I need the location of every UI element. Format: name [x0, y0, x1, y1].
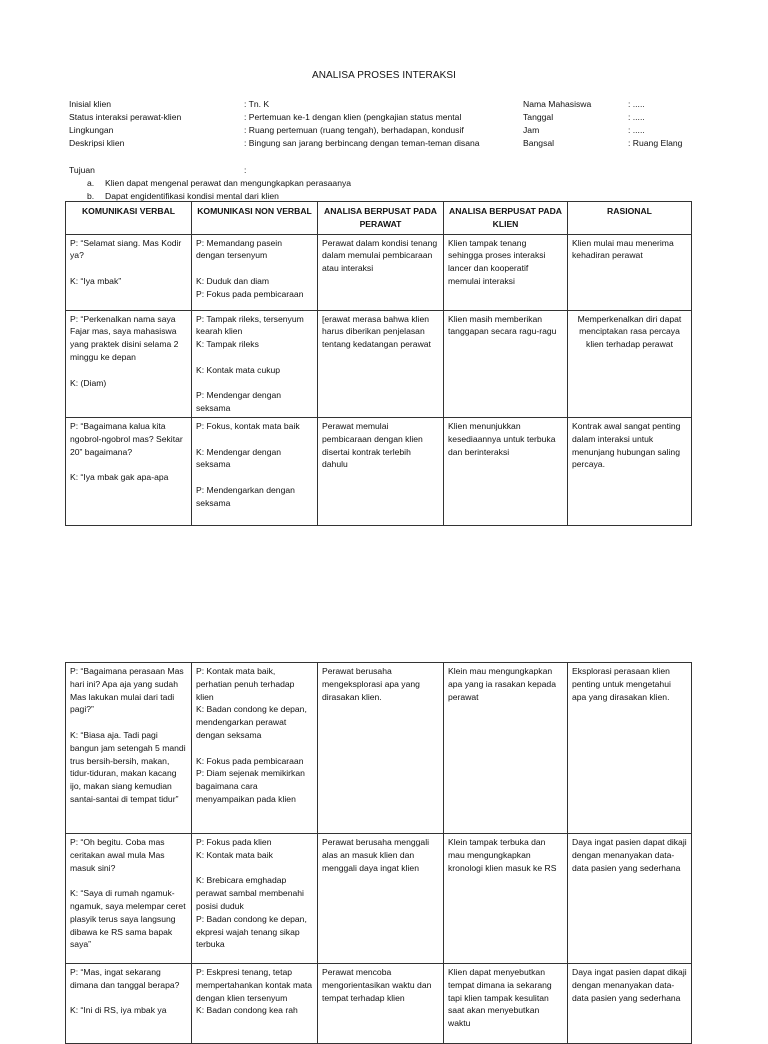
tujuan-colon: :: [244, 165, 247, 175]
cell-komunikasi-verbal: [66, 417, 192, 525]
cell-text: K: Fokus pada pembicaraan: [196, 755, 304, 766]
cell-komunikasi-non-verbal: [192, 310, 318, 417]
cell-text: K: Kontak mata cukup: [196, 364, 281, 375]
cell-text: P: Memandang pasein dengan tersenyum: [196, 237, 282, 261]
cell-spacer: [70, 992, 187, 1005]
cell-text: K: Brebicara emghadap perawat sambal membenahi posisi duduk: [196, 875, 304, 911]
cell-analisa-klien: [444, 310, 568, 417]
cell-text: P: “Bagaimana perasaan Mas hari ini? Apa aja yang sudah Mas lakukan mulai dari tadi pagi?”: [70, 666, 184, 715]
cell-analisa-klien: [444, 417, 568, 525]
cell-text: Kontrak awal sangat penting dalam interaksi untuk menunjang hubungan saling percaya.: [572, 420, 681, 470]
cell-text: Perawat berusaha menggali alas an masuk klien dan menggali daya ingat klien: [322, 837, 430, 873]
cell-text: P: Mendengar dengan seksama: [196, 390, 282, 414]
cell-spacer: [196, 862, 313, 875]
interaction-table-page-1: [65, 201, 692, 526]
cell-text: K: Tampak rileks: [196, 339, 259, 350]
info-label: Jam: [523, 125, 540, 135]
cell-text: P: “Oh begitu. Coba mas ceritakan awal mula Mas masuk sini?: [70, 837, 165, 873]
info-values-left: [244, 98, 520, 150]
cell-text: P: “Selamat siang. Mas Kodir ya?: [70, 237, 182, 261]
cell-text: K: “Saya di rumah ngamuk-ngamuk, saya melempar ceret plasyik terus saya langsung dibawa ke RS sama bapak saya”: [70, 888, 186, 950]
goal-item: [87, 177, 351, 190]
cell-text: Memperkenalkan diri dapat menciptakan rasa percaya klien terhadap perawat: [577, 313, 682, 350]
info-value: : Ruang pertemuan (ruang tengah), berhadapan, kondusif: [244, 125, 464, 135]
cell-analisa-klien: [444, 964, 568, 1044]
cell-text: K: Mendengar dengan seksama: [196, 446, 282, 470]
info-values-right: [628, 98, 738, 150]
document-title: ANALISA PROSES INTERAKSI: [311, 70, 457, 81]
cell-text: Perawat memulai pembicaraan dengan klien disertai kontrak terlebih dahulu: [322, 420, 423, 470]
cell-text: P: Tampak rileks, tersenyum kearah klien: [196, 313, 304, 337]
table-row: [66, 663, 692, 834]
cell-text: P: Badan condong ke depan, ekpresi wajah tenang sikap terbuka: [196, 913, 307, 950]
cell-komunikasi-verbal: [66, 964, 192, 1044]
cell-analisa-klien: [444, 663, 568, 834]
cell-analisa-perawat: [318, 310, 444, 417]
cell-analisa-klien: [444, 834, 568, 964]
cell-text: K: “Ini di RS, iya mbak ya: [70, 1005, 167, 1016]
goal-text: Dapat engidentifikasi kondisi mental dari klien: [105, 190, 279, 201]
cell-analisa-perawat: [318, 834, 444, 964]
table-row: [66, 234, 692, 310]
cell-text: Klien tampak tenang sehingga proses interaksi lancer dan kooperatif memulai interaksi: [448, 237, 546, 286]
info-labels-right: [523, 98, 627, 150]
cell-rasional: [568, 234, 692, 310]
cell-text: [erawat merasa bahwa klien harus diberikan penjelasan tentang kedatangan perawat: [322, 313, 431, 350]
cell-analisa-perawat: [318, 417, 444, 525]
cell-text: Daya ingat pasien dapat dikaji dengan menanyakan data-data pasien yang sederhana: [572, 837, 687, 873]
info-label: Tanggal: [523, 112, 554, 122]
cell-spacer: [196, 262, 313, 275]
table-body: [66, 663, 692, 1044]
cell-rasional: [568, 663, 692, 834]
cell-komunikasi-non-verbal: [192, 234, 318, 310]
goal-marker: a.: [87, 178, 95, 188]
cell-spacer: [70, 874, 187, 887]
goal-marker: b.: [87, 190, 95, 201]
cell-komunikasi-non-verbal: [192, 417, 318, 525]
info-value: : .....: [628, 99, 645, 109]
cell-text: K: “Iya mbak”: [70, 275, 122, 286]
cell-text: P: Mendengarkan dengan seksama: [196, 484, 295, 508]
info-label: Bangsal: [523, 138, 555, 148]
cell-komunikasi-non-verbal: [192, 964, 318, 1044]
cell-text: K: (Diam): [70, 377, 107, 388]
header-komunikasi-verbal: KOMUNIKASI VERBAL: [66, 202, 192, 235]
table-row: [66, 310, 692, 417]
header-analisa-perawat: ANALISA BERPUSAT PADA PERAWAT: [318, 202, 444, 235]
table-row: [66, 964, 692, 1044]
header-komunikasi-non-verbal: KOMUNIKASI NON VERBAL: [192, 202, 318, 235]
cell-komunikasi-verbal: [66, 310, 192, 417]
cell-text: Klien mulai mau menerima kehadiran perawat: [572, 237, 674, 261]
cell-spacer: [196, 433, 313, 446]
cell-text: K: Kontak mata baik: [196, 849, 273, 860]
cell-spacer: [196, 351, 313, 364]
cell-komunikasi-verbal: [66, 834, 192, 964]
cell-analisa-perawat: [318, 964, 444, 1044]
cell-rasional: [568, 834, 692, 964]
cell-spacer: [196, 377, 313, 390]
cell-rasional: [568, 310, 692, 417]
cell-text: K: Duduk dan diam: [196, 275, 270, 286]
goal-text: Klien dapat mengenal perawat dan mengungkapkan perasaanya: [105, 178, 352, 188]
cell-text: P: Kontak mata baik, perhatian penuh terhadap klien: [196, 666, 295, 702]
cell-text: Perawat dalam kondisi tenang dalam memulai pembicaraan atau interaksi: [322, 237, 438, 274]
cell-text: Klein mau mengungkapkan apa yang ia rasakan kepada perawat: [448, 666, 556, 702]
cell-rasional: [568, 417, 692, 525]
cell-text: Eksplorasi perasaan klien penting untuk mengetahui apa yang dirasakan klien.: [572, 666, 671, 702]
info-value: : Tn. K: [244, 99, 270, 109]
cell-text: P: “Mas, ingat sekarang dimana dan tanggal berapa?: [70, 967, 180, 990]
cell-komunikasi-verbal: [66, 234, 192, 310]
cell-spacer: [70, 458, 187, 471]
info-labels-left: [69, 98, 241, 150]
cell-analisa-perawat: [318, 663, 444, 834]
cell-text: Klien dapat menyebutkan tempat dimana ia sekarang tapi klien tampak kesulitan saat akan menyebutkan waktu: [448, 967, 552, 1029]
cell-analisa-klien: [444, 234, 568, 310]
tujuan-label: Tujuan: [69, 165, 95, 175]
cell-spacer: [196, 471, 313, 484]
goal-list: [87, 177, 351, 202]
info-label: Lingkungan: [69, 125, 114, 135]
header-analisa-klien: ANALISA BERPUSAT PADA KLIEN: [444, 202, 568, 235]
table-body: [66, 234, 692, 525]
table-header-row: [66, 202, 692, 235]
cell-text: P: Eskpresi tenang, tetap mempertahankan kontak mata dengan klien tersenyum: [196, 967, 313, 1003]
info-label: Inisial klien: [69, 99, 112, 109]
interaction-table-page-2: [65, 662, 692, 1044]
info-value: : Bingung san jarang berbincang dengan teman-teman disana: [244, 138, 480, 148]
cell-text: Perawat berusaha mengeksplorasi apa yang dirasakan klien.: [322, 666, 420, 702]
cell-text: K: “Biasa aja. Tadi pagi bangun jam setengah 5 mandi trus bersih-bersih, makan, tidur-tiduran, makan kacang ijo, makan siang kemudian santai-santai di tempat tidur”: [70, 729, 186, 804]
table-row: [66, 834, 692, 964]
cell-spacer: [70, 716, 187, 729]
info-value: : .....: [628, 125, 645, 135]
table-row: [66, 417, 692, 525]
cell-spacer: [196, 742, 313, 755]
cell-komunikasi-non-verbal: [192, 834, 318, 964]
cell-text: Klein tampak terbuka dan mau mengungkapkan kronologi klien masuk ke RS: [448, 837, 557, 873]
header-rasional: RASIONAL: [568, 202, 692, 235]
cell-text: P: “Perkenalkan nama saya Fajar mas, saya mahasiswa yang praktek disini selama 2 minggu ke depan: [70, 313, 179, 362]
cell-text: K: Badan condong kea rah: [196, 1005, 298, 1016]
cell-text: Perawat mencoba mengorientasikan waktu dan tempat terhadap klien: [322, 967, 432, 1003]
cell-text: P: “Bagaimana kalua kita ngobrol-ngobrol mas? Sekitar 20” bagaimana?: [70, 420, 183, 457]
info-value: : Pertemuan ke-1 dengan klien (pengkajian status mental: [244, 112, 462, 122]
cell-komunikasi-non-verbal: [192, 663, 318, 834]
cell-text: P: Fokus pada klien: [196, 837, 272, 847]
cell-rasional: [568, 964, 692, 1044]
cell-text: Daya ingat pasien dapat dikaji dengan menanyakan data-data pasien yang sederhana: [572, 967, 687, 1003]
info-label: Status interaksi perawat-klien: [69, 112, 182, 122]
info-value: : Ruang Elang: [628, 138, 683, 148]
cell-spacer: [70, 364, 187, 377]
cell-text: P: Diam sejenak memikirkan bagaimana cara menyampaikan pada klien: [196, 768, 305, 804]
cell-text: K: “Iya mbak gak apa-apa: [70, 472, 169, 483]
cell-analisa-perawat: [318, 234, 444, 310]
cell-text: Klien masih memberikan tanggapan secara ragu-ragu: [448, 313, 557, 337]
cell-text: P: Fokus, kontak mata baik: [196, 420, 300, 431]
info-label: Deskripsi klien: [69, 138, 125, 148]
cell-text: P: Fokus pada pembicaraan: [196, 288, 304, 299]
cell-komunikasi-verbal: [66, 663, 192, 834]
cell-text: K: Badan condong ke depan, mendengarkan perawat dengan seksama: [196, 704, 307, 740]
cell-text: Klien menunjukkan kesediaannya untuk terbuka dan berinteraksi: [448, 420, 556, 457]
info-label: Nama Mahasiswa: [523, 99, 592, 109]
info-value: : .....: [628, 112, 645, 122]
cell-spacer: [70, 262, 187, 275]
